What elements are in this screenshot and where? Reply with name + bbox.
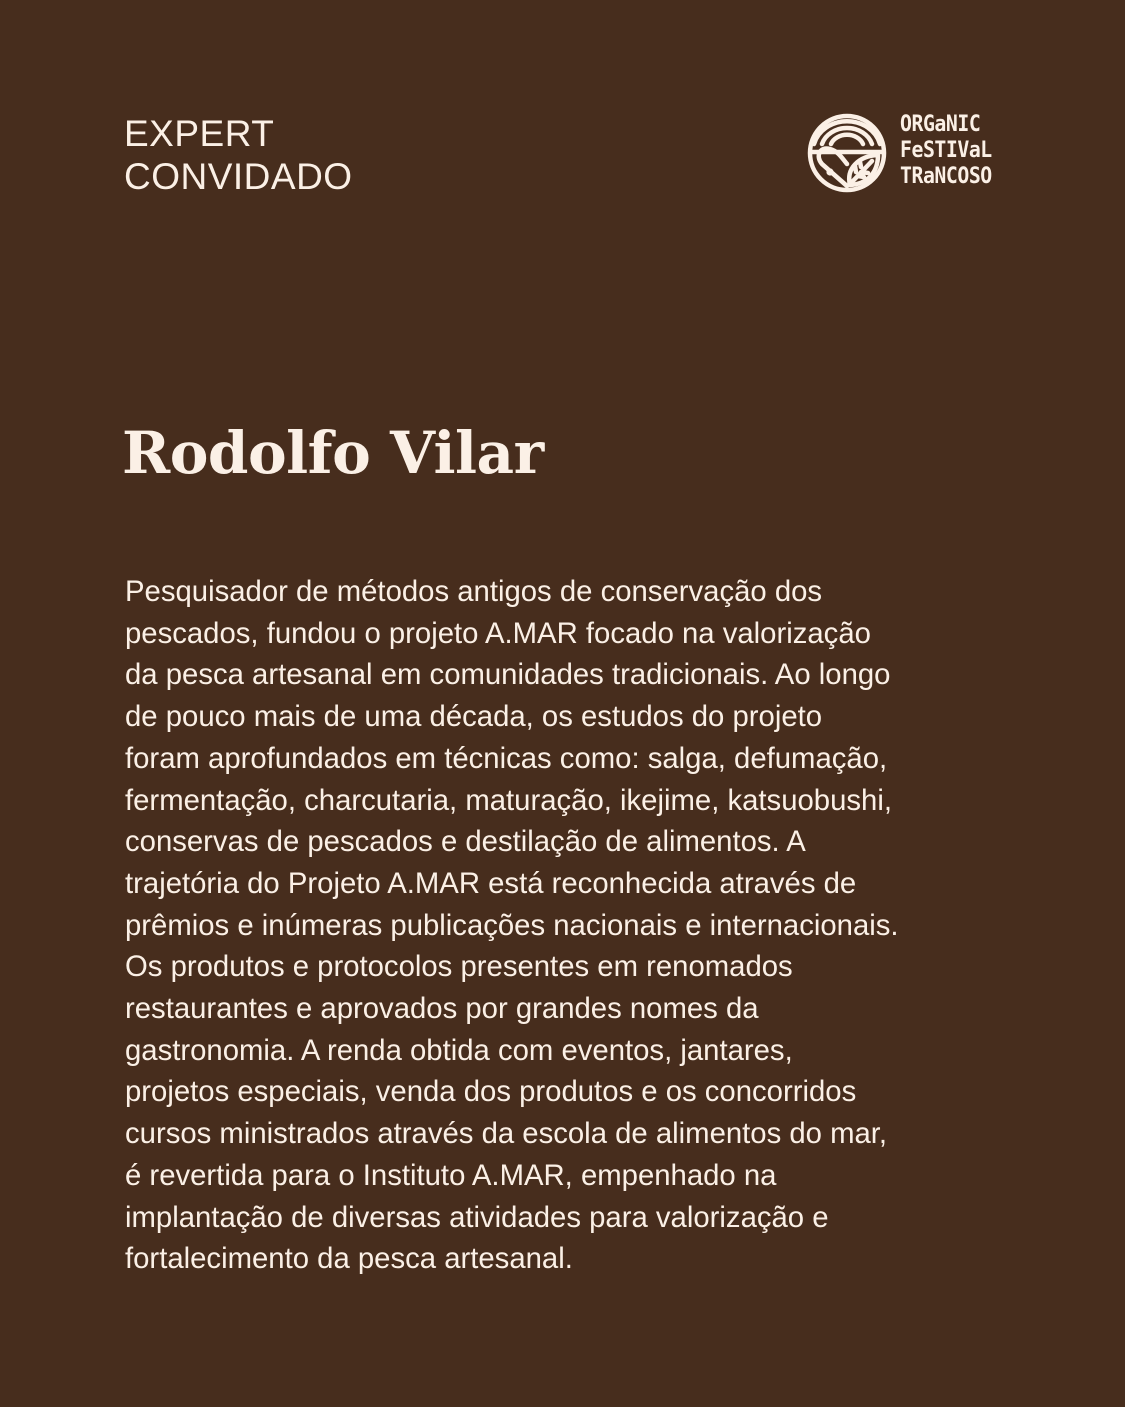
logo-line-2: FeSTIVaL: [900, 138, 992, 163]
eyebrow-line-1: EXPERT: [124, 113, 275, 154]
bio-line: é revertida para o Instituto A.MAR, empenhado na: [125, 1158, 777, 1192]
eyebrow-label: [124, 112, 353, 198]
bio-line: de pouco mais de uma década, os estudos do projeto: [125, 700, 823, 734]
logo-line-3: TRaNCOSO: [900, 164, 992, 189]
bio-line: prêmios e inúmeras publicações nacionais e internacionais.: [125, 908, 899, 942]
bio-line: gastronomia. A renda obtida com eventos, jantares,: [125, 1033, 793, 1067]
bio-line: fermentação, charcutaria, maturação, ikejime, katsuobushi,: [125, 783, 892, 817]
bio-line: foram aprofundados em técnicas como: salga, defumação,: [125, 741, 888, 775]
bio-line: Os produtos e protocolos presentes em renomados: [125, 950, 793, 984]
bio-line: pescados, fundou o projeto A.MAR focado na valorização: [125, 616, 871, 650]
sun-heart-leaf-icon: [806, 112, 888, 194]
bio-line: implantação de diversas atividades para valorização e: [125, 1200, 829, 1234]
expert-bio: [125, 571, 975, 1280]
bio-line: Pesquisador de métodos antigos de conservação dos: [125, 575, 823, 608]
expert-name: Rodolfo Vilar: [122, 419, 544, 487]
bio-line: trajetória do Projeto A.MAR está reconhecida através de: [125, 866, 857, 900]
festival-logo: [806, 110, 1006, 196]
bio-line: conservas de pescados e destilação de alimentos. A: [125, 825, 806, 859]
bio-line: cursos ministrados através da escola de alimentos do mar,: [125, 1117, 888, 1151]
bio-line: restaurantes e aprovados por grandes nomes da: [125, 992, 759, 1026]
logo-line-1: ORGaNIC: [900, 112, 981, 137]
eyebrow-line-2: CONVIDADO: [124, 156, 353, 197]
bio-line: projetos especiais, venda dos produtos e os concorridos: [125, 1075, 857, 1109]
bio-line: da pesca artesanal em comunidades tradicionais. Ao longo: [125, 658, 891, 692]
logo-wordmark: [900, 112, 992, 190]
bio-line: fortalecimento da pesca artesanal.: [125, 1242, 573, 1276]
